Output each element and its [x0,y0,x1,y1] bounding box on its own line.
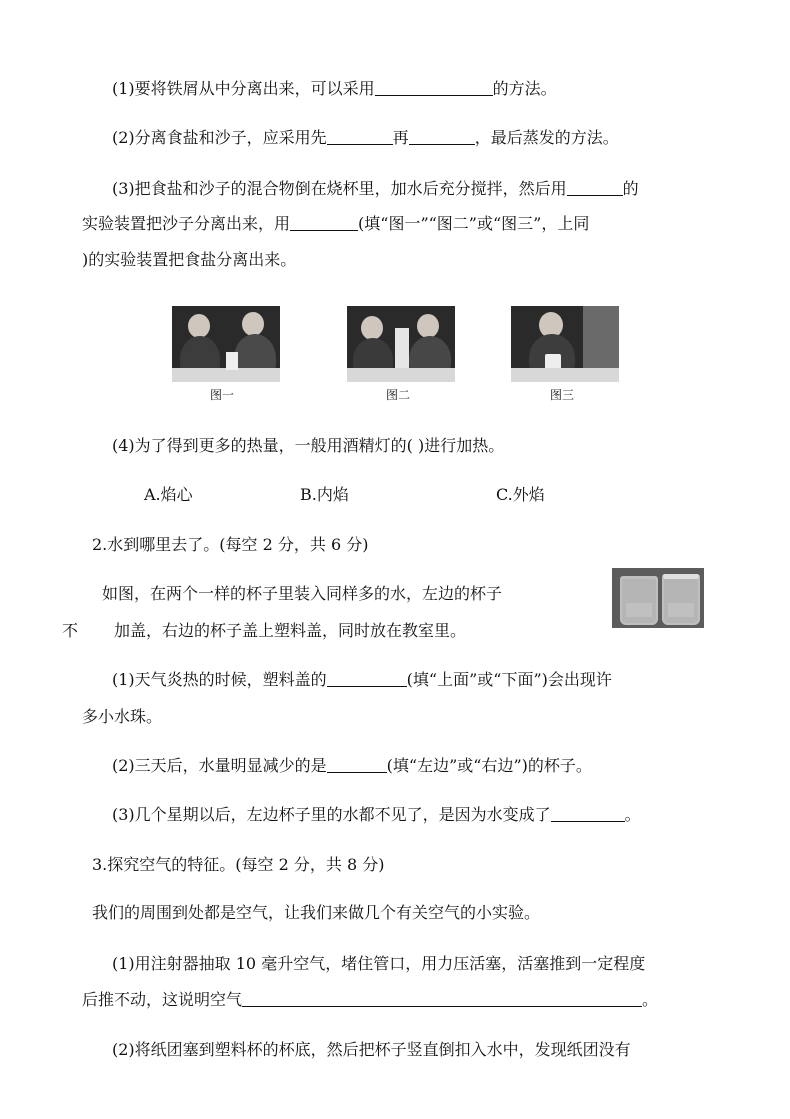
q1-part3-line3: )的实验装置把食盐分离出来。 [82,250,297,269]
q2-part2-blank[interactable] [327,756,387,773]
q3-part1-line2: 后推不动，这说明空气 。 [82,990,659,1009]
q1-part2-blank-2[interactable] [409,128,475,145]
q1-option-c[interactable]: C.外焰 [496,485,545,504]
q1-option-b[interactable]: B.内焰 [300,485,349,504]
q1-part4: (4)为了得到更多的热量，一般用酒精灯的( )进行加热。 [112,436,505,455]
figure-2-photo [347,306,455,382]
q1-part1-blank[interactable] [375,79,493,96]
q1-part1: (1)要将铁屑从中分离出来，可以采用 的方法。 [112,79,557,98]
figure-1-caption: 图一 [210,388,235,402]
q1-part2-blank-1[interactable] [327,128,393,145]
left-cup-shape [620,576,658,625]
q1-option-a[interactable]: A.焰心 [144,485,193,504]
q1-part2: (2)分离食盐和沙子，应采用先 再 ，最后蒸发的方法。 [112,128,619,147]
cups-photo [612,568,704,628]
q1-part3-blank-1[interactable] [567,179,623,196]
q2-intro-line2-prefix: 不 [62,621,79,640]
q2-part3-blank[interactable] [551,805,625,822]
q2-part1-blank[interactable] [327,670,407,687]
q2-part3: (3)几个星期以后，左边杯子里的水都不见了，是因为水变成了 。 [112,805,641,824]
q2-part2: (2)三天后，水量明显减少的是 (填“左边”或“右边”)的杯子。 [112,756,592,775]
q1-part3-blank-2[interactable] [290,214,358,231]
q2-part1-line1: (1)天气炎热的时候，塑料盖的 (填“上面”或“下面”)会出现许 [112,670,612,689]
right-cup-shape [662,574,700,625]
q3-title: 3.探究空气的特征。(每空 2 分，共 8 分) [92,855,385,874]
q3-part2-line1: (2)将纸团塞到塑料杯的杯底，然后把杯子竖直倒扣入水中，发现纸团没有 [112,1040,631,1059]
q2-part1-line2: 多小水珠。 [82,707,163,726]
q2-intro-line1: 如图，在两个一样的杯子里装入同样多的水，左边的杯子 [102,584,503,603]
q2-intro-line2: 加盖，右边的杯子盖上塑料盖，同时放在教室里。 [114,621,467,640]
q3-part1-line1: (1)用注射器抽取 10 毫升空气，堵住管口，用力压活塞，活塞推到一定程度 [112,954,646,973]
q3-intro: 我们的周围到处都是空气，让我们来做几个有关空气的小实验。 [92,903,541,922]
figure-3-caption: 图三 [550,388,575,402]
figure-2-caption: 图二 [386,388,411,402]
q3-part1-blank[interactable] [242,990,642,1007]
q1-part3-line2: 实验装置把沙子分离出来，用 (填“图一”“图二”或“图三”，上同 [82,214,590,233]
figure-1-photo [172,306,280,382]
figure-3-photo [511,306,619,382]
q2-title: 2.水到哪里去了。(每空 2 分，共 6 分) [92,535,369,554]
q1-part3-line1: (3)把食盐和沙子的混合物倒在烧杯里，加水后充分搅拌，然后用 的 [112,179,639,198]
